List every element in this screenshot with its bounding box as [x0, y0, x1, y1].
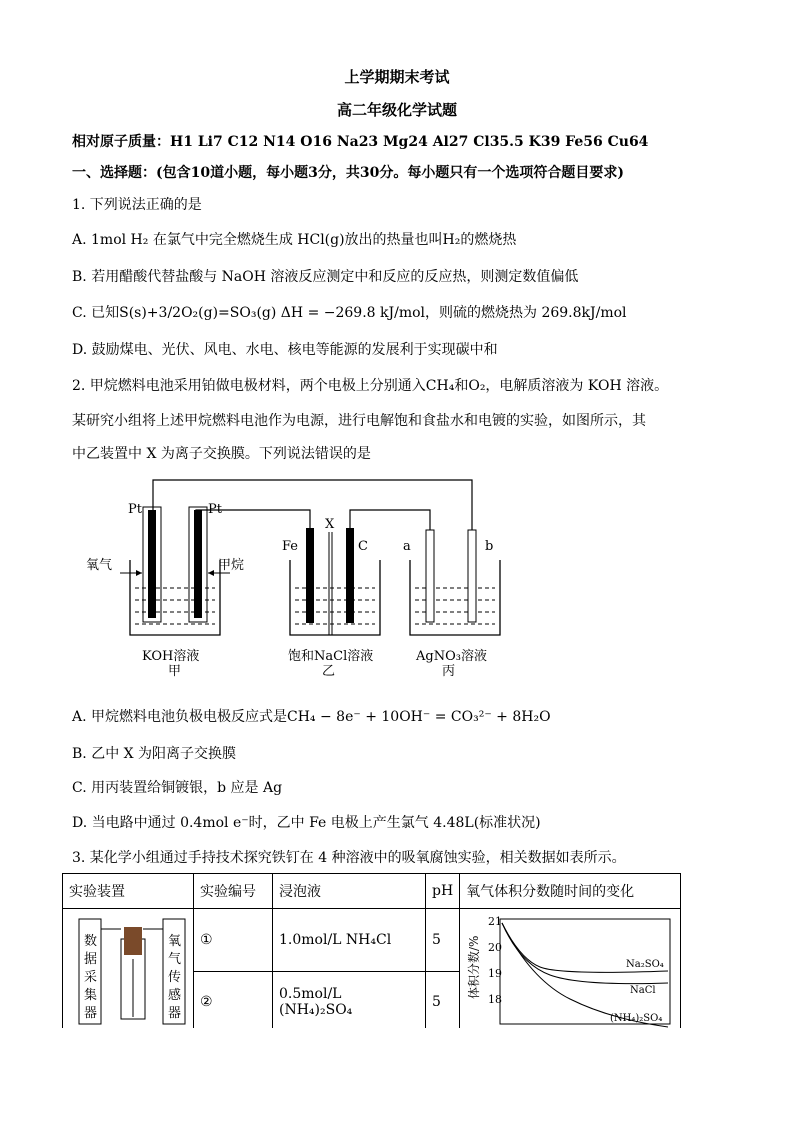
o2-chart-cell: [460, 909, 681, 1034]
section-heading: 一、选择题：(包含10道小题，每小题3分，共30分。每小题只有一个选项符合题目要求): [72, 165, 624, 181]
ph-cell: 5: [426, 909, 460, 972]
solution-cell: 1.0mol/L NH₄Cl: [273, 909, 426, 972]
exp-id-cell: ①: [194, 909, 273, 972]
agno3-label: AgNO₃溶液: [416, 649, 487, 664]
pt-left-label: Pt: [128, 502, 142, 517]
q1-option-a: A. 1mol H₂ 在氯气中完全燃烧生成 HCl(g)放出的热量也叫H₂的燃烧热: [72, 232, 517, 248]
q2-stem-line3: 中乙装置中 X 为离子交换膜。下列说法错误的是: [72, 446, 371, 462]
apparatus-cell: [63, 909, 194, 1034]
q2-stem-line1: 2. 甲烷燃料电池采用铂做电极材料，两个电极上分别通入CH₄和O₂，电解质溶液为 KOH 溶液。: [72, 378, 669, 394]
svg-text:采: 采: [84, 970, 98, 985]
series-nh4so4-line: [502, 923, 668, 1027]
series-nacl-line: [502, 923, 668, 984]
table-header-row: [63, 874, 681, 909]
q2-stem-line2: 某研究小组将上述甲烷燃料电池作为电源，进行电解饱和食盐水和电镀的实验，如图所示，其: [72, 413, 646, 429]
beaker-yi-label: 乙: [322, 664, 336, 679]
collector-label: 数: [84, 934, 98, 949]
q2-option-a: A. 甲烷燃料电池负极电极反应式是CH₄ − 8e⁻ + 10OH⁻ = CO₃²⁻ + 8H₂O: [72, 709, 551, 725]
header-apparatus: 实验装置: [63, 874, 194, 909]
ytick-20: 20: [488, 941, 503, 954]
pt-right-label: Pt: [208, 502, 222, 517]
q1-option-d: D. 鼓励煤电、光伏、风电、水电、核电等能源的发展利于实现碳中和: [72, 342, 498, 358]
svg-text:器: 器: [168, 1006, 182, 1021]
experiment-table: [62, 873, 681, 1034]
b-electrode-label: b: [485, 539, 494, 554]
q2-option-b: B. 乙中 X 为阳离子交换膜: [72, 746, 237, 762]
fe-electrode-label: Fe: [282, 539, 299, 554]
q3-stem: 3. 某化学小组通过手持技术探究铁钉在 4 种溶液中的吸氧腐蚀实验，相关数据如表所示。: [72, 850, 626, 866]
methane-label: 甲烷: [218, 558, 245, 573]
q1-option-b: B. 若用醋酸代替盐酸与 NaOH 溶液反应测定中和反应的反应热，则测定数值偏低: [72, 269, 579, 285]
koh-label: KOH溶液: [142, 649, 200, 664]
exp-id-cell: ②: [194, 971, 273, 1034]
header-exp-id: 实验编号: [194, 874, 273, 909]
a-electrode-label: a: [403, 539, 411, 554]
q1-stem: 1. 下列说法正确的是: [72, 197, 202, 213]
electrolysis-figure: [80, 470, 520, 680]
header-o2-curve: 氧气体积分数随时间的变化: [460, 874, 681, 909]
exam-subtitle: 高二年级化学试题: [336, 101, 457, 119]
q2-option-d: D. 当电路中通过 0.4mol e⁻时，乙中 Fe 电极上产生氯气 4.48L(标准状况): [72, 815, 541, 831]
svg-text:集: 集: [84, 988, 98, 1003]
chart-ylabel: 体积分数/%: [467, 935, 482, 999]
beaker-jia-label: 甲: [168, 664, 182, 679]
page-cutoff: [0, 1028, 794, 1123]
series-nh4so4-label: (NH₄)₂SO₄: [610, 1013, 663, 1024]
ytick-21: 21: [488, 915, 503, 928]
series-nacl-label: NaCl: [630, 985, 656, 996]
solution-cell: 0.5mol/L (NH₄)₂SO₄: [273, 971, 426, 1034]
membrane-x-label: X: [325, 517, 335, 532]
header-solution: 浸泡液: [273, 874, 426, 909]
ytick-18: 18: [488, 993, 503, 1006]
q1-option-c: C. 已知S(s)+3/2O₂(g)=SO₃(g) ΔH = −269.8 kJ/mol，则硫的燃烧热为 269.8kJ/mol: [72, 305, 627, 321]
apparatus-drawing: [63, 909, 193, 1029]
ph-cell: 5: [426, 971, 460, 1034]
ytick-19: 19: [488, 967, 503, 980]
exam-title: 上学期期末考试: [344, 68, 450, 86]
table-row: [63, 909, 681, 972]
series-na2so4-label: Na₂SO₄: [626, 959, 664, 970]
svg-text:据: 据: [84, 952, 98, 967]
beaker-bing-label: 丙: [442, 664, 456, 679]
c-electrode-label: C: [358, 539, 368, 554]
oxygen-label: 氧气: [86, 558, 113, 573]
header-ph: pH: [426, 874, 460, 909]
o2-chart: [460, 909, 680, 1029]
sensor-label: 氧: [168, 934, 182, 949]
svg-text:器: 器: [84, 1006, 98, 1021]
svg-text:感: 感: [168, 988, 182, 1003]
svg-text:气: 气: [168, 952, 182, 967]
q2-option-c: C. 用丙装置给铜镀银，b 应是 Ag: [72, 780, 283, 796]
svg-text:传: 传: [168, 970, 182, 985]
atomic-mass-line: 相对原子质量：H1 Li7 C12 N14 O16 Na23 Mg24 Al27 Cl35.5 K39 Fe56 Cu64: [72, 134, 649, 150]
nacl-label: 饱和NaCl溶液: [288, 649, 374, 664]
